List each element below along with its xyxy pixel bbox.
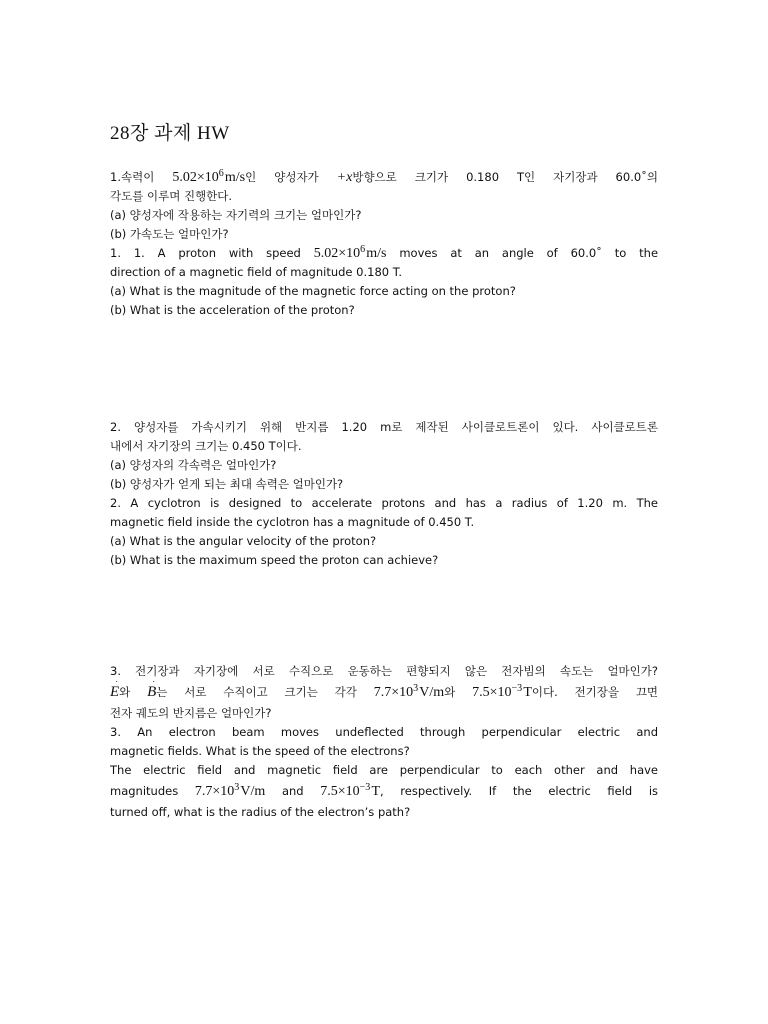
q2-en-part-a: (a) What is the angular velocity of the proton? (110, 534, 377, 548)
electric-field-vector: E (110, 681, 119, 704)
q3-ko-line-2: E와 B는 서로 수직이고 크기는 각각 $7.7\times 10^3$ V/m와 $7.5\times 10^{-3}$ T이다. 전기장을 끄면 (110, 681, 658, 704)
page-title: 28장 과제 HW (110, 123, 230, 144)
q1-en-part-b: (b) What is the acceleration of the proton? (110, 303, 355, 317)
q2-ko-part-b: (b) 양성자가 얻게 되는 최대 속력은 얼마인가? (110, 477, 344, 491)
q1-ko-speed: $5.02\times 10^6$ m/s (172, 168, 246, 185)
q1-en-part-a: (a) What is the magnitude of the magnetic force acting on the proton? (110, 284, 516, 298)
q3-ko-e-field: $7.7\times 10^3$ V/m (373, 683, 445, 700)
q3-en-line-5: turned off, what is the radius of the electron’s path? (110, 805, 411, 819)
q2-ko-line-1: 2. 양성자를 가속시키기 위해 반지름 1.20 m로 제작된 사이클로트론이 있다. 사이클로트론 (110, 420, 658, 434)
q3-en-b-field: $7.5\times 10^{-3}$ T (320, 782, 381, 799)
q2-ko-part-a: (a) 양성자의 각속력은 얼마인가? (110, 458, 277, 472)
q1-ko-part-a: (a) 양성자에 작용하는 자기력의 크기는 얼마인가? (110, 208, 362, 222)
q1-ko-direction: +x (336, 170, 353, 185)
magnetic-field-vector: B (147, 681, 156, 704)
question-3 (110, 662, 658, 822)
q1-ko-line-1: 1.속력이 $5.02\times 10^6$ m/s인 양성자가 +x방향으로 크기가 0.180 T인 자기장과 60.0˚의 (110, 168, 658, 185)
q2-en-part-b: (b) What is the maximum speed the proton can achieve? (110, 553, 439, 567)
question-2 (110, 418, 658, 570)
q3-en-line-2: magnetic fields. What is the speed of the electrons? (110, 744, 410, 758)
q2-en-line-2: magnetic field inside the cyclotron has a magnitude of 0.450 T. (110, 515, 475, 529)
q1-ko-part-b: (b) 가속도는 얼마인가? (110, 227, 229, 241)
q3-ko-b-field: $7.5\times 10^{-3}$ T (472, 683, 532, 700)
q1-en-speed: $5.02\times 10^6$ m/s (313, 244, 387, 261)
q1-en-line-1: 1. 1. A proton with speed $5.02\times 10^6$ m/s moves at an angle of 60.0˚ to the (110, 244, 658, 261)
q2-ko-line-2: 내에서 자기장의 크기는 0.450 T이다. (110, 439, 302, 453)
q3-en-e-field: $7.7\times 10^3$ V/m (194, 782, 266, 799)
q1-ko-line-2: 각도를 이루며 진행한다. (110, 189, 233, 203)
q3-en-line-1: 3. An electron beam moves undeflected through perpendicular electric and (110, 725, 658, 739)
q2-en-line-1: 2. A cyclotron is designed to accelerate protons and has a radius of 1.20 m. The (110, 496, 658, 510)
question-1 (110, 168, 658, 320)
q3-ko-line-1: 3. 전기장과 자기장에 서로 수직으로 운동하는 편향되지 않은 전자빔의 속도는 얼마인가? (110, 664, 658, 678)
q3-ko-line-3: 전자 궤도의 반지름은 얼마인가? (110, 706, 272, 720)
q3-en-line-3: The electric field and magnetic field are perpendicular to each other and have (110, 763, 658, 777)
q3-en-line-4: magnitudes $7.7\times 10^3$ V/m and $7.5\times 10^{-3}$ T, respectively. If the electric field is (110, 782, 658, 799)
q1-en-line-2: direction of a magnetic field of magnitude 0.180 T. (110, 265, 403, 279)
